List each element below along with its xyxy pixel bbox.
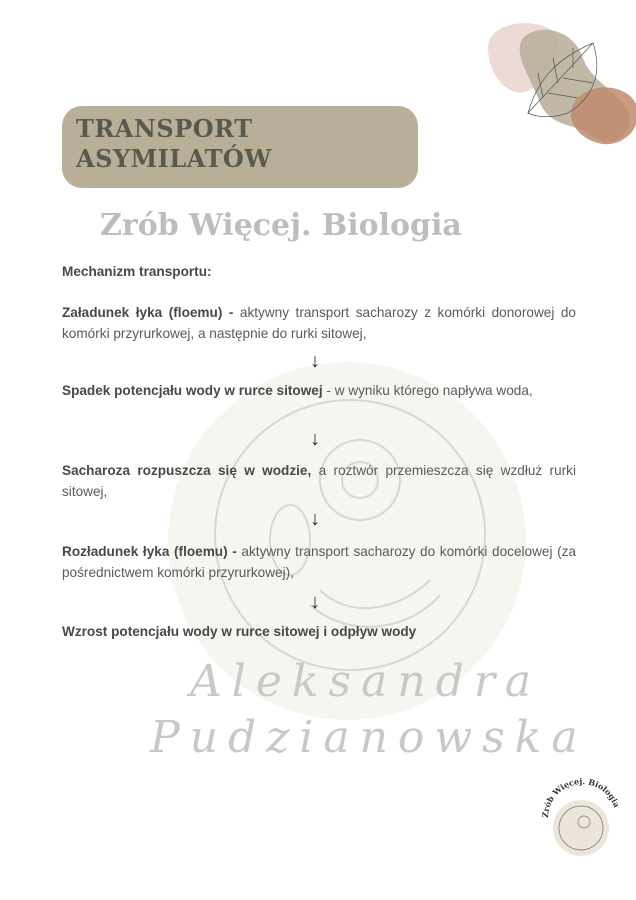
step-3 (62, 460, 576, 502)
step-4-desc: aktywny transport sacharozy do komórki docelowej (za pośrednictwem komórki przyrurkowej), (62, 544, 576, 580)
section-heading: Mechanizm transportu: (62, 264, 212, 279)
watermark-cell-icon (200, 390, 500, 690)
title-line-1: TRANSPORT (76, 114, 253, 143)
step-4 (62, 541, 576, 583)
step-5-term: Wzrost potencjału wody w rurce sitowej i odpływ wody (62, 624, 417, 639)
step-4-term: Rozładunek łyka (floemu) - (62, 544, 237, 559)
step-2-desc: - w wyniku którego napływa woda, (322, 383, 533, 398)
step-1-desc: aktywny transport sacharozy z komórki donorowej do komórki przyrurkowej, a następnie do rurki sitowej, (62, 305, 576, 341)
watermark-signature-2: Pudzianowska (150, 712, 588, 763)
step-2-term: Spadek potencjału wody w rurce sitowej (62, 383, 323, 398)
arrow-down-icon: ↓ (310, 350, 320, 372)
title-banner (62, 106, 418, 188)
title-line-2: ASYMILATÓW (76, 144, 272, 173)
step-2 (62, 380, 576, 401)
logo-text: Zrób Więcej. Biologia (539, 778, 623, 819)
arrow-down-icon: ↓ (310, 428, 320, 450)
step-3-term: Sacharoza rozpuszcza się w wodzie, (62, 463, 312, 478)
watermark-signature-1: Aleksandra (190, 656, 542, 707)
brand-logo (536, 778, 626, 868)
arrow-down-icon: ↓ (310, 591, 320, 613)
watermark-brand: Zrób Więcej. Biologia (100, 208, 462, 243)
arrow-down-icon: ↓ (310, 508, 320, 530)
step-1-term: Załadunek łyka (floemu) - (62, 305, 234, 320)
step-3-desc: a roztwór przemieszcza się wzdłuż rurki sitowej, (62, 463, 576, 499)
step-5 (62, 621, 576, 642)
step-1 (62, 302, 576, 344)
decorative-leaf-blobs (478, 18, 636, 153)
